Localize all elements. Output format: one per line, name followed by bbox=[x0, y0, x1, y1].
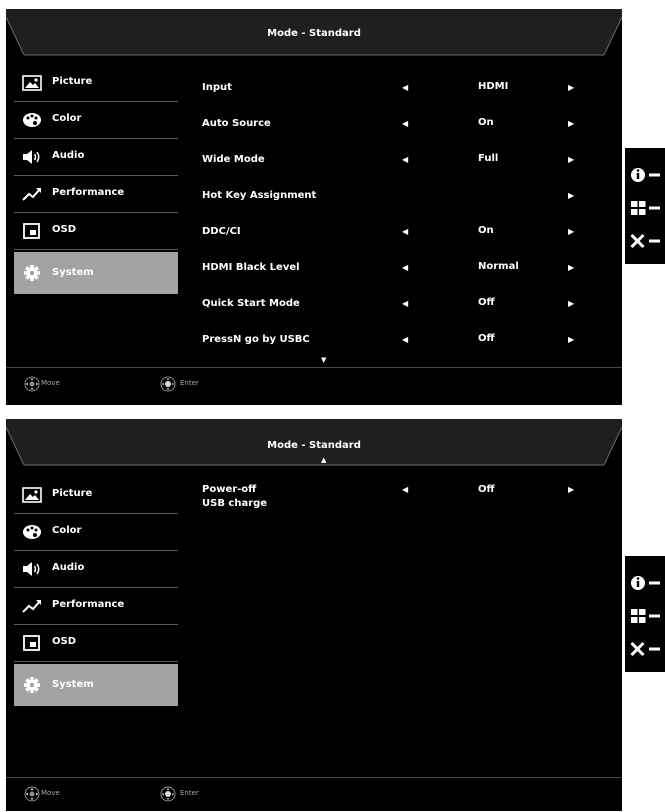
footer-enter-label: Enter bbox=[180, 789, 199, 797]
sidebar-item-label: Picture bbox=[52, 488, 93, 499]
quick-key-strip bbox=[625, 148, 665, 264]
arrow-right-icon[interactable]: ▶ bbox=[568, 155, 575, 164]
menu-header bbox=[6, 419, 622, 467]
setting-label-line-2: USB charge bbox=[202, 498, 268, 509]
setting-label: HDMI Black Level bbox=[202, 262, 300, 273]
sidebar-item-color[interactable] bbox=[14, 102, 178, 139]
menu-key[interactable] bbox=[629, 605, 663, 627]
menu-footer bbox=[6, 367, 622, 400]
footer-move-label: Move bbox=[41, 789, 60, 797]
menu-footer bbox=[6, 777, 622, 810]
sidebar-item-audio[interactable] bbox=[14, 551, 178, 588]
gear-icon bbox=[22, 265, 42, 281]
sidebar-item-label: System bbox=[52, 267, 94, 278]
window-icon bbox=[22, 635, 42, 651]
settings-list bbox=[202, 72, 602, 360]
palette-icon bbox=[22, 524, 42, 540]
sidebar-item-label: OSD bbox=[52, 636, 77, 647]
info-icon bbox=[629, 572, 663, 594]
sidebar-item-color[interactable] bbox=[14, 514, 178, 551]
setting-label: Auto Source bbox=[202, 118, 271, 129]
setting-row-power-off-usb-charge[interactable] bbox=[202, 483, 602, 519]
osd-menu-page-2 bbox=[6, 419, 622, 811]
sidebar-item-label: Performance bbox=[52, 187, 125, 198]
footer-enter-label: Enter bbox=[180, 379, 199, 387]
speaker-icon bbox=[22, 561, 42, 577]
sidebar-item-system[interactable] bbox=[14, 252, 178, 294]
arrow-right-icon[interactable]: ▶ bbox=[568, 485, 575, 494]
arrow-left-icon[interactable]: ◀ bbox=[402, 485, 409, 494]
sidebar-item-label: Audio bbox=[52, 562, 85, 573]
scroll-down-icon[interactable]: ▼ bbox=[321, 356, 327, 364]
arrow-right-icon[interactable]: ▶ bbox=[568, 119, 575, 128]
sidebar-item-performance[interactable] bbox=[14, 176, 178, 213]
sidebar-item-audio[interactable] bbox=[14, 139, 178, 176]
arrow-left-icon[interactable]: ◀ bbox=[402, 335, 409, 344]
setting-value: Full bbox=[478, 153, 499, 164]
setting-row-ddc-ci[interactable] bbox=[202, 216, 602, 252]
close-icon bbox=[629, 638, 663, 660]
close-icon bbox=[629, 230, 663, 252]
menu-header bbox=[6, 9, 622, 57]
window-icon bbox=[22, 223, 42, 239]
joystick-move-icon bbox=[24, 786, 40, 802]
info-key[interactable] bbox=[629, 164, 663, 186]
settings-list bbox=[202, 483, 602, 519]
menu-key[interactable] bbox=[629, 197, 663, 219]
sidebar-item-label: Color bbox=[52, 525, 82, 536]
speaker-icon bbox=[22, 149, 42, 165]
sidebar-item-label: Color bbox=[52, 113, 82, 124]
setting-value: Off bbox=[478, 484, 495, 495]
info-icon bbox=[629, 164, 663, 186]
arrow-left-icon[interactable]: ◀ bbox=[402, 263, 409, 272]
sidebar-item-label: OSD bbox=[52, 224, 77, 235]
palette-icon bbox=[22, 112, 42, 128]
exit-key[interactable] bbox=[629, 230, 663, 252]
gear-icon bbox=[22, 677, 42, 693]
setting-label: PressN go by USBC bbox=[202, 334, 310, 345]
setting-label: DDC/CI bbox=[202, 226, 241, 237]
exit-key[interactable] bbox=[629, 638, 663, 660]
sidebar-item-label: Picture bbox=[52, 76, 93, 87]
arrow-left-icon[interactable]: ◀ bbox=[402, 155, 409, 164]
setting-value: Off bbox=[478, 297, 495, 308]
joystick-enter-icon bbox=[160, 786, 176, 802]
picture-icon bbox=[22, 75, 42, 91]
setting-value: HDMI bbox=[478, 81, 509, 92]
setting-row-input[interactable] bbox=[202, 72, 602, 108]
setting-row-hot-key-assignment[interactable] bbox=[202, 180, 602, 216]
sidebar-item-performance[interactable] bbox=[14, 588, 178, 625]
setting-label bbox=[202, 483, 267, 511]
arrow-right-icon[interactable]: ▶ bbox=[568, 227, 575, 236]
setting-row-quick-start-mode[interactable] bbox=[202, 288, 602, 324]
arrow-right-icon[interactable]: ▶ bbox=[568, 299, 575, 308]
sidebar-item-picture[interactable] bbox=[14, 65, 178, 102]
sidebar-item-label: Performance bbox=[52, 599, 125, 610]
setting-label: Wide Mode bbox=[202, 154, 265, 165]
arrow-right-icon[interactable]: ▶ bbox=[568, 191, 575, 200]
grid-icon bbox=[629, 197, 663, 219]
setting-row-wide-mode[interactable] bbox=[202, 144, 602, 180]
trend-icon bbox=[22, 186, 42, 202]
setting-row-auto-source[interactable] bbox=[202, 108, 602, 144]
sidebar-item-label: System bbox=[52, 679, 94, 690]
arrow-left-icon[interactable]: ◀ bbox=[402, 299, 409, 308]
grid-icon bbox=[629, 605, 663, 627]
arrow-right-icon[interactable]: ▶ bbox=[568, 83, 575, 92]
setting-label: Input bbox=[202, 82, 232, 93]
setting-value: On bbox=[478, 225, 494, 236]
setting-label: Quick Start Mode bbox=[202, 298, 300, 309]
joystick-enter-icon bbox=[160, 376, 176, 392]
page-title: Mode - Standard bbox=[267, 440, 361, 451]
sidebar-item-label: Audio bbox=[52, 150, 85, 161]
quick-key-strip bbox=[625, 556, 665, 672]
osd-menu-page-1 bbox=[6, 9, 622, 405]
picture-icon bbox=[22, 487, 42, 503]
sidebar-item-osd[interactable] bbox=[14, 625, 178, 662]
arrow-right-icon[interactable]: ▶ bbox=[568, 263, 575, 272]
trend-icon bbox=[22, 598, 42, 614]
setting-label: Hot Key Assignment bbox=[202, 190, 317, 201]
page-title: Mode - Standard bbox=[267, 28, 361, 39]
setting-row-pressn-go-by-usbc[interactable] bbox=[202, 324, 602, 360]
sidebar-item-system[interactable] bbox=[14, 664, 178, 706]
setting-label-line-1: Power-off bbox=[202, 484, 257, 495]
scroll-up-icon[interactable]: ▲ bbox=[321, 456, 327, 464]
setting-row-hdmi-black-level[interactable] bbox=[202, 252, 602, 288]
footer-move-label: Move bbox=[41, 379, 60, 387]
setting-value: On bbox=[478, 117, 494, 128]
sidebar-item-osd[interactable] bbox=[14, 213, 178, 250]
sidebar-item-picture[interactable] bbox=[14, 477, 178, 514]
info-key[interactable] bbox=[629, 572, 663, 594]
arrow-left-icon[interactable]: ◀ bbox=[402, 119, 409, 128]
arrow-left-icon[interactable]: ◀ bbox=[402, 227, 409, 236]
joystick-move-icon bbox=[24, 376, 40, 392]
arrow-right-icon[interactable]: ▶ bbox=[568, 335, 575, 344]
category-sidebar bbox=[14, 65, 178, 294]
setting-value: Off bbox=[478, 333, 495, 344]
setting-value: Normal bbox=[478, 261, 519, 272]
category-sidebar bbox=[14, 477, 178, 706]
arrow-left-icon[interactable]: ◀ bbox=[402, 83, 409, 92]
